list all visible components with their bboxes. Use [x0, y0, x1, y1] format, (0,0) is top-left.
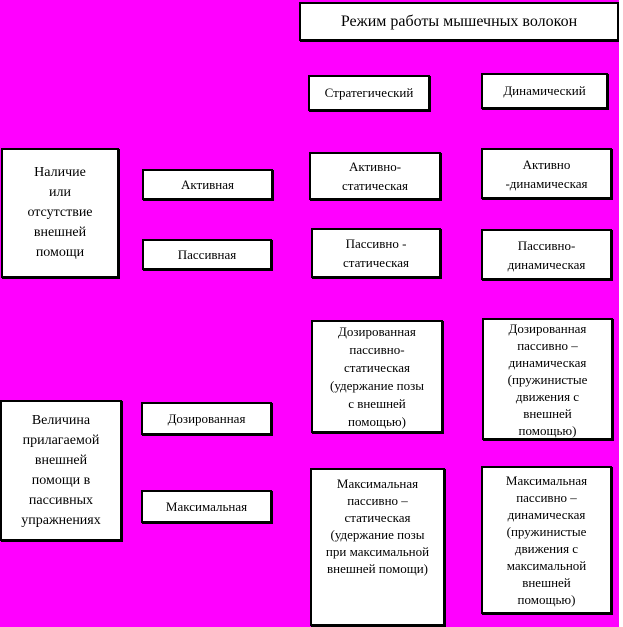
- dosed-passive-static-box: Дозированная пассивно- статическая (удержание позы с внешней помощью): [311, 320, 443, 433]
- active-dynamic-box: Активно -динамическая: [481, 148, 612, 199]
- magnitude-header-box: Величина прилагаемой внешней помощи в пассивных упражнениях: [0, 400, 122, 541]
- passive-dynamic-box: Пассивно- динамическая: [481, 229, 612, 280]
- passive-static-box: Пассивно - статическая: [311, 228, 441, 278]
- maximal-passive-dynamic-box: Максимальная пассивно – динамическая (пружинистые движения с максимальной внешней помощью): [481, 466, 612, 614]
- dosed-passive-dynamic-box: Дозированная пассивно – динамическая (пружинистые движения с внешней помощью): [482, 318, 613, 440]
- title-box: Режим работы мышечных волокон: [299, 2, 619, 41]
- assistance-header-box: Наличие или отсутствие внешней помощи: [1, 148, 119, 278]
- page-margin-strip: [619, 0, 623, 627]
- maximal-box: Максимальная: [141, 490, 272, 523]
- maximal-passive-static-box: Максимальная пассивно – статическая (удержание позы при максимальной внешней помощи): [310, 468, 445, 626]
- mode-dynamic-box: Динамический: [481, 73, 608, 109]
- mode-strategic-box: Стратегический: [308, 75, 430, 111]
- passive-box: Пассивная: [142, 239, 272, 270]
- active-box: Активная: [142, 169, 273, 200]
- dosed-box: Дозированная: [141, 402, 272, 435]
- active-static-box: Активно- статическая: [309, 152, 441, 200]
